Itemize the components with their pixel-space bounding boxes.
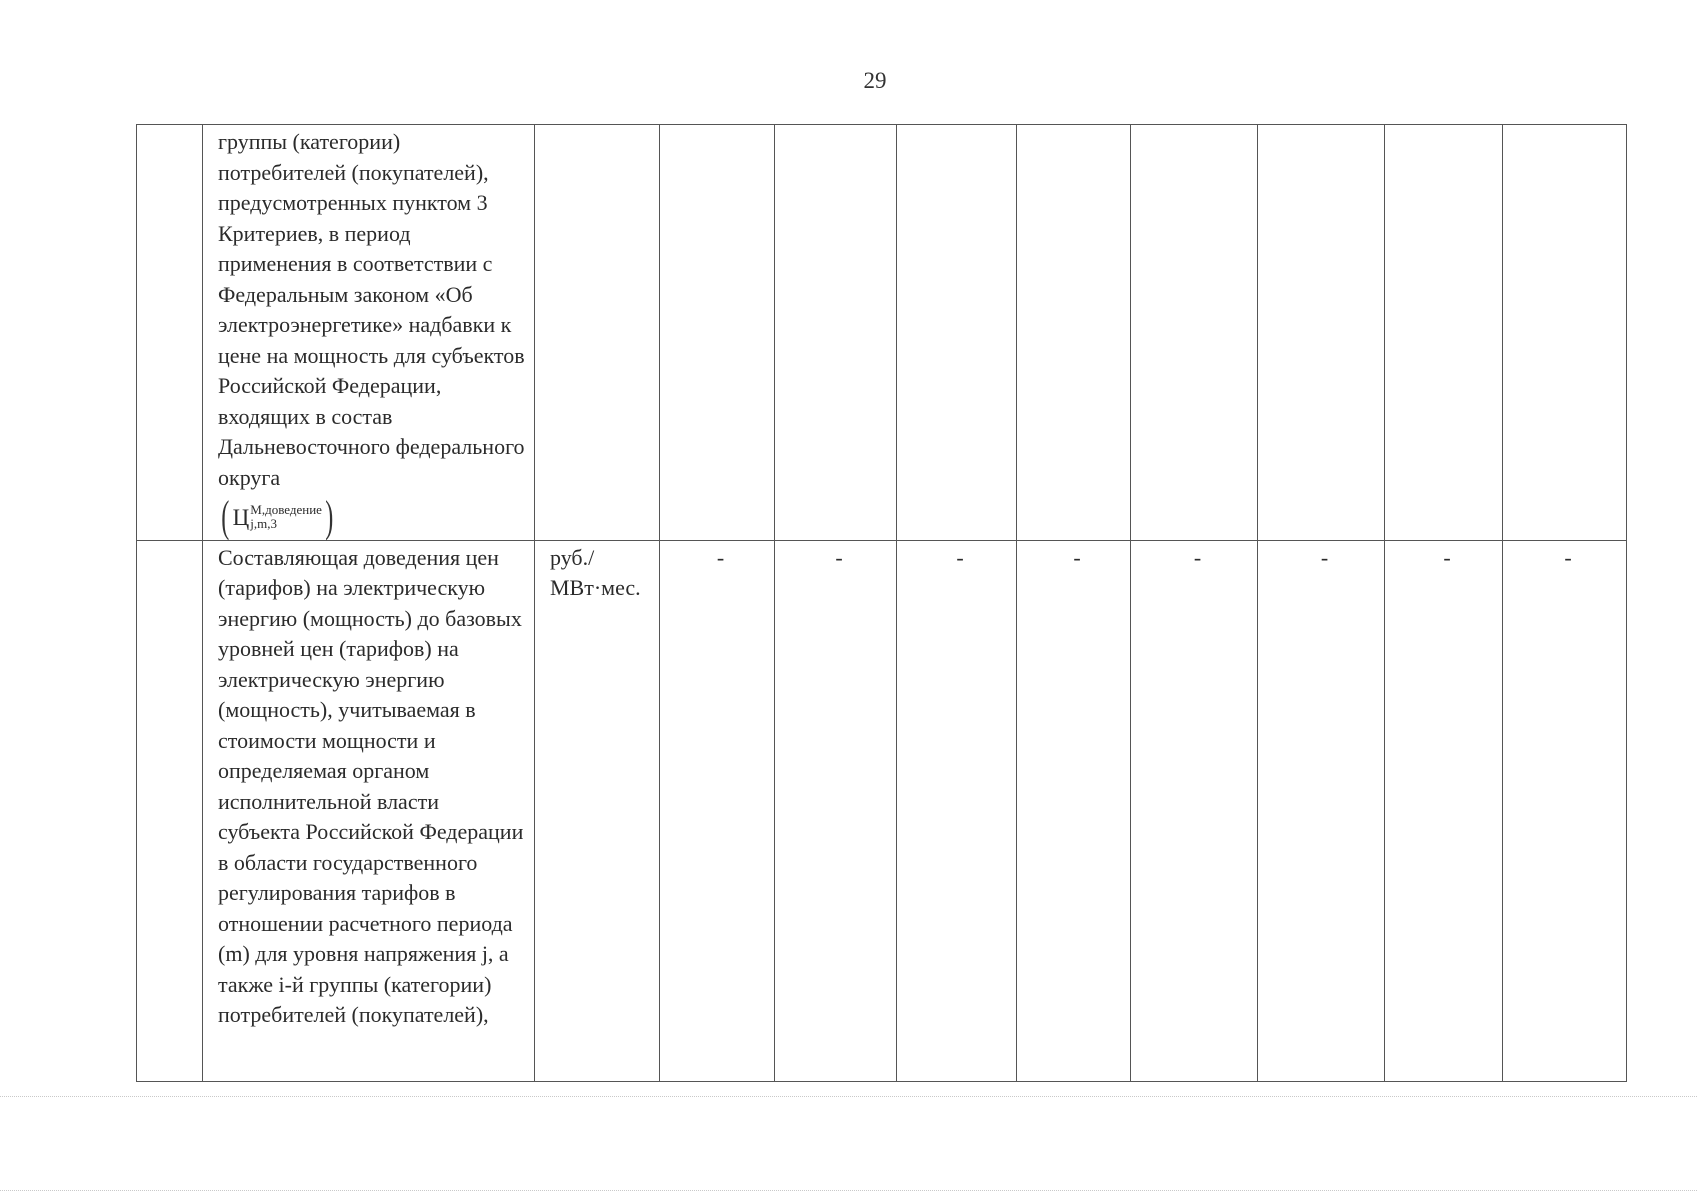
description-text: группы (категории) потребителей (покупателей), предусмотренных пунктом 3 Критериев, в период применения в соответствии с Федеральным законом «Об электроэнергетике» надбавки к цене на мощность для субъектов Российской Федерации, входящих в состав Дальневосточного федерального округа xyxy=(218,129,525,490)
value-cell xyxy=(775,125,897,541)
value-cell: - xyxy=(1131,540,1258,1081)
formula: ( Ц М,доведение j,m,3 ) xyxy=(221,492,334,541)
formula-subscript: j,m,3 xyxy=(250,516,278,531)
value-cell xyxy=(897,125,1017,541)
tariff-table xyxy=(136,124,1627,1082)
value-cell xyxy=(1258,125,1385,541)
value-cell xyxy=(1503,125,1627,541)
value-cell xyxy=(660,125,775,541)
value-cell: - xyxy=(775,540,897,1081)
value-cell: - xyxy=(1503,540,1627,1081)
value-cell: - xyxy=(1385,540,1503,1081)
row-number-cell xyxy=(137,540,203,1081)
unit-line: руб./ xyxy=(550,544,595,570)
value-cell xyxy=(1017,125,1131,541)
formula-symbol: Ц xyxy=(232,504,250,530)
table-row xyxy=(137,125,1627,541)
value-cell: - xyxy=(897,540,1017,1081)
description-text: Составляющая доведения цен (тарифов) на электрическую энергию (мощность) до базовых уровней цен (тарифов) на электрическую энергию (мощность), учитываемая в стоимости мощности и определяемая органом исполнительной власти субъекта Российской Федерации в области государственного регулирования тарифов в отношении расчетного периода (m) для уровня напряжения j, а также i-й группы (категории) потребителей (покупателей), xyxy=(218,544,524,1027)
row-number-cell xyxy=(137,125,203,541)
description-cell xyxy=(203,540,535,1081)
unit-cell xyxy=(535,125,660,541)
table-row xyxy=(137,540,1627,1081)
value-cell xyxy=(1131,125,1258,541)
value-cell xyxy=(1385,125,1503,541)
scan-artifact-line xyxy=(0,1190,1697,1191)
page-number: 29 xyxy=(863,68,887,93)
value-cell: - xyxy=(1258,540,1385,1081)
value-cell: - xyxy=(1017,540,1131,1081)
unit-line: МВт·мес. xyxy=(550,575,641,600)
unit-cell xyxy=(535,540,660,1081)
description-cell xyxy=(203,125,535,541)
formula-superscript: М,доведение xyxy=(250,502,322,517)
scan-artifact-line xyxy=(0,1096,1697,1097)
value-cell: - xyxy=(660,540,775,1081)
